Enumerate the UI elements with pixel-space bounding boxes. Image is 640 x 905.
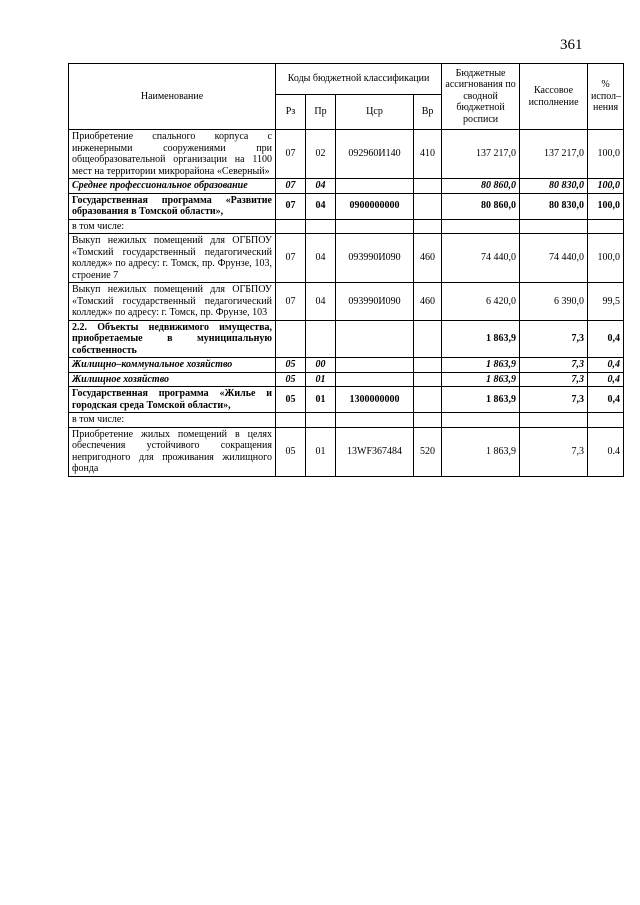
header-codes-group: Коды бюджетной классификации bbox=[276, 64, 442, 95]
row-vr: 410 bbox=[414, 130, 442, 179]
row-vr bbox=[414, 193, 442, 219]
row-vr: 460 bbox=[414, 234, 442, 283]
row-rz bbox=[276, 219, 306, 234]
row-csr: 0900000000 bbox=[336, 193, 414, 219]
row-rz: 05 bbox=[276, 387, 306, 413]
row-pr: 01 bbox=[306, 427, 336, 476]
page-number: 361 bbox=[560, 37, 583, 53]
row-cash: 137 217,0 bbox=[520, 130, 588, 179]
table-row bbox=[69, 320, 624, 358]
row-pr bbox=[306, 413, 336, 428]
row-csr bbox=[336, 219, 414, 234]
row-assign: 1 863,9 bbox=[442, 427, 520, 476]
row-name: 2.2. Объекты недвижимого имущества, приобретаемые в муниципальную собственность bbox=[69, 320, 276, 358]
row-vr bbox=[414, 219, 442, 234]
row-vr bbox=[414, 179, 442, 194]
row-csr bbox=[336, 179, 414, 194]
table-row bbox=[69, 283, 624, 321]
row-cash: 7,3 bbox=[520, 358, 588, 373]
row-name: Приобретение спального корпуса с инженерными сооружениями при общеобразовательной организации на 1100 мест на территории микрорайона «Северный» bbox=[69, 130, 276, 179]
row-rz bbox=[276, 413, 306, 428]
table-row bbox=[69, 387, 624, 413]
row-pct: 99,5 bbox=[588, 283, 624, 321]
row-pct: 100,0 bbox=[588, 193, 624, 219]
row-pct: 100,0 bbox=[588, 234, 624, 283]
row-rz: 07 bbox=[276, 193, 306, 219]
row-name: в том числе: bbox=[69, 219, 276, 234]
row-assign bbox=[442, 413, 520, 428]
row-cash: 7,3 bbox=[520, 372, 588, 387]
table-row bbox=[69, 130, 624, 179]
row-csr: 092960И140 bbox=[336, 130, 414, 179]
row-assign: 1 863,9 bbox=[442, 320, 520, 358]
row-pct: 0,4 bbox=[588, 358, 624, 373]
row-name: в том числе: bbox=[69, 413, 276, 428]
row-rz bbox=[276, 320, 306, 358]
row-csr bbox=[336, 358, 414, 373]
row-csr: 093990И090 bbox=[336, 283, 414, 321]
budget-table bbox=[68, 63, 624, 477]
row-vr bbox=[414, 413, 442, 428]
row-pct bbox=[588, 413, 624, 428]
row-rz: 07 bbox=[276, 283, 306, 321]
row-pr: 04 bbox=[306, 234, 336, 283]
header-pr: Пр bbox=[306, 95, 336, 130]
row-assign: 80 860,0 bbox=[442, 193, 520, 219]
row-assign: 6 420,0 bbox=[442, 283, 520, 321]
row-vr bbox=[414, 387, 442, 413]
table-row bbox=[69, 234, 624, 283]
header-name: Наименование bbox=[69, 64, 276, 130]
row-vr bbox=[414, 372, 442, 387]
header-row bbox=[69, 64, 624, 95]
row-cash: 7,3 bbox=[520, 427, 588, 476]
header-assign: Бюджетные ассигнования по сводной бюджетной росписи bbox=[442, 64, 520, 130]
row-vr bbox=[414, 358, 442, 373]
row-pr: 02 bbox=[306, 130, 336, 179]
row-pr: 01 bbox=[306, 372, 336, 387]
row-pct: 0,4 bbox=[588, 372, 624, 387]
header-pct: % испол– нения bbox=[588, 64, 624, 130]
row-vr bbox=[414, 320, 442, 358]
row-rz: 07 bbox=[276, 179, 306, 194]
header-csr: Цср bbox=[336, 95, 414, 130]
row-pct: 100,0 bbox=[588, 179, 624, 194]
row-name: Жилищное хозяйство bbox=[69, 372, 276, 387]
row-name: Выкуп нежилых помещений для ОГБПОУ «Томский государственный педагогический колледж» по адресу: г. Томск, пр. Фрунзе, 103 bbox=[69, 283, 276, 321]
row-cash: 80 830,0 bbox=[520, 179, 588, 194]
row-pr: 01 bbox=[306, 387, 336, 413]
row-csr bbox=[336, 372, 414, 387]
row-pct: 100,0 bbox=[588, 130, 624, 179]
row-assign: 1 863,9 bbox=[442, 358, 520, 373]
row-vr: 520 bbox=[414, 427, 442, 476]
row-pr: 00 bbox=[306, 358, 336, 373]
table-row bbox=[69, 179, 624, 194]
row-assign: 1 863,9 bbox=[442, 387, 520, 413]
row-vr: 460 bbox=[414, 283, 442, 321]
row-cash bbox=[520, 413, 588, 428]
row-csr bbox=[336, 320, 414, 358]
row-assign bbox=[442, 219, 520, 234]
row-rz: 07 bbox=[276, 234, 306, 283]
row-pr bbox=[306, 219, 336, 234]
row-assign: 1 863,9 bbox=[442, 372, 520, 387]
row-pct: 0,4 bbox=[588, 320, 624, 358]
row-name: Жилищно–коммунальное хозяйство bbox=[69, 358, 276, 373]
row-name: Государственная программа «Жилье и городская среда Томской области», bbox=[69, 387, 276, 413]
row-rz: 05 bbox=[276, 372, 306, 387]
row-rz: 05 bbox=[276, 358, 306, 373]
table-row bbox=[69, 413, 624, 428]
row-cash: 7,3 bbox=[520, 387, 588, 413]
row-assign: 74 440,0 bbox=[442, 234, 520, 283]
row-cash: 80 830,0 bbox=[520, 193, 588, 219]
row-csr: 1300000000 bbox=[336, 387, 414, 413]
header-vr: Вр bbox=[414, 95, 442, 130]
row-csr: 093990И090 bbox=[336, 234, 414, 283]
row-name: Приобретение жилых помещений в целях обеспечения устойчивого сокращения непригодного для проживания жилищного фонда bbox=[69, 427, 276, 476]
row-pct: 0.4 bbox=[588, 427, 624, 476]
table-row bbox=[69, 193, 624, 219]
row-csr bbox=[336, 413, 414, 428]
row-cash: 74 440,0 bbox=[520, 234, 588, 283]
row-name: Выкуп нежилых помещений для ОГБПОУ «Томский государственный педагогический колледж» по адресу: г. Томск, пр. Фрунзе, 103, строение 7 bbox=[69, 234, 276, 283]
row-pct: 0,4 bbox=[588, 387, 624, 413]
table-row bbox=[69, 358, 624, 373]
table-row bbox=[69, 372, 624, 387]
table-row bbox=[69, 219, 624, 234]
row-cash bbox=[520, 219, 588, 234]
row-csr: 13WF367484 bbox=[336, 427, 414, 476]
row-pr: 04 bbox=[306, 193, 336, 219]
row-pr: 04 bbox=[306, 179, 336, 194]
row-cash: 6 390,0 bbox=[520, 283, 588, 321]
row-cash: 7,3 bbox=[520, 320, 588, 358]
row-rz: 07 bbox=[276, 130, 306, 179]
row-rz: 05 bbox=[276, 427, 306, 476]
row-name: Среднее профессиональное образование bbox=[69, 179, 276, 194]
header-cash: Кассовое исполнение bbox=[520, 64, 588, 130]
table-row bbox=[69, 427, 624, 476]
row-assign: 80 860,0 bbox=[442, 179, 520, 194]
row-pct bbox=[588, 219, 624, 234]
header-rz: Рз bbox=[276, 95, 306, 130]
row-name: Государственная программа «Развитие образования в Томской области», bbox=[69, 193, 276, 219]
row-assign: 137 217,0 bbox=[442, 130, 520, 179]
row-pr bbox=[306, 320, 336, 358]
row-pr: 04 bbox=[306, 283, 336, 321]
